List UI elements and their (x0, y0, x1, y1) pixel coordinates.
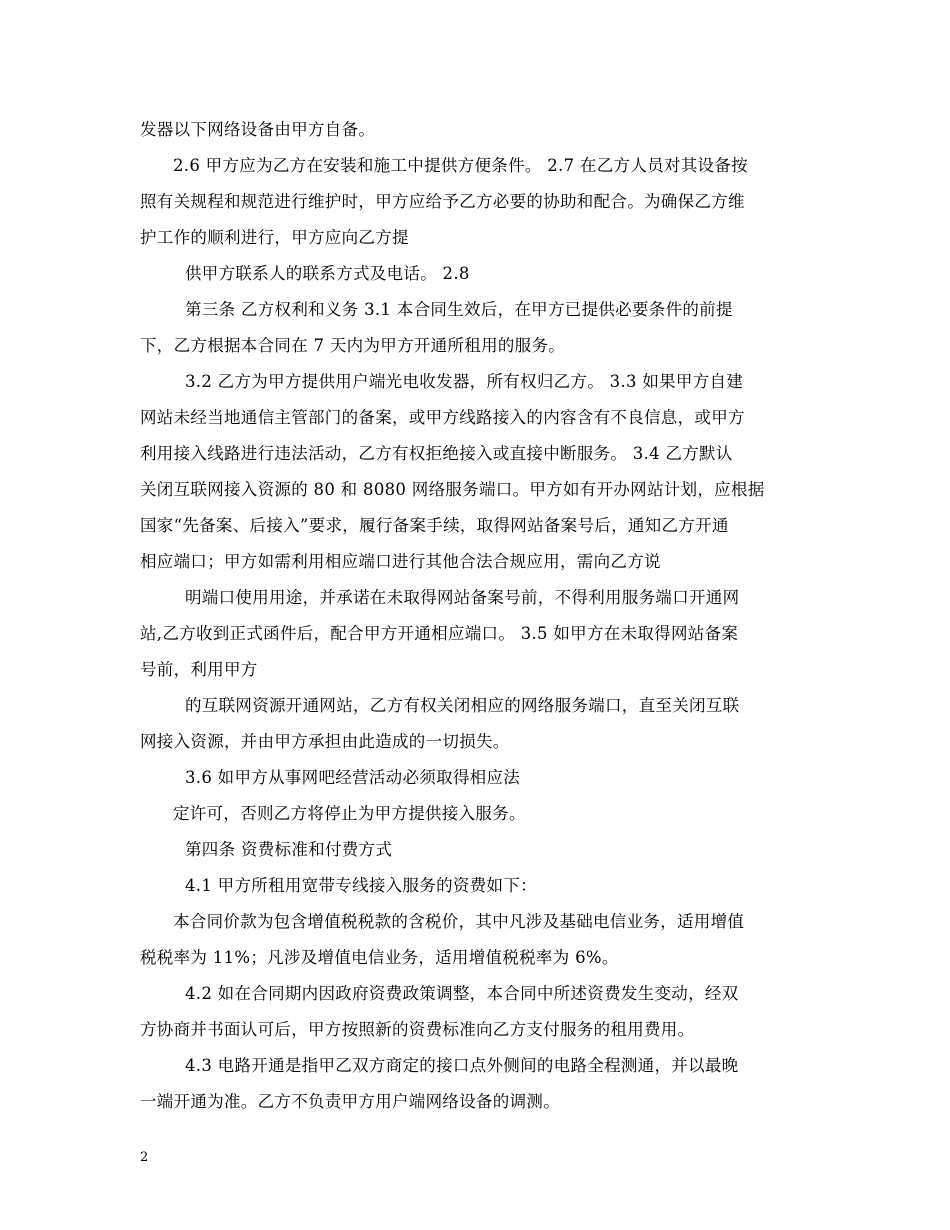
text-line: 本合同价款为包含增值税税款的含税价，其中凡涉及基础电信业务，适用增值 (173, 912, 745, 931)
text-line: 利用接入线路进行违法活动，乙方有权拒绝接入或直接中断服务。 3.4 乙方默认 (140, 444, 733, 463)
text-line: 的互联网资源开通网站，乙方有权关闭相应的网络服务端口，直至关闭互联 (185, 696, 740, 715)
text-line: 国家“先备案、后接入”要求，履行备案手续，取得网站备案号后，通知乙方开通 (140, 516, 729, 535)
text-line: 站,乙方收到正式函件后，配合甲方开通相应端口。 3.5 如甲方在未取得网站备案 (140, 624, 739, 643)
text-line: 定许可，否则乙方将停止为甲方提供接入服务。 (173, 804, 526, 823)
text-line: 照有关规程和规范进行维护时，甲方应给予乙方必要的协助和配合。为确保乙方维 (140, 192, 745, 211)
text-line: 2.6 甲方应为乙方在安装和施工中提供方便条件。 2.7 在乙方人员对其设备按 (173, 156, 748, 175)
text-line: 供甲方联系人的联系方式及电话。 2.8 (185, 264, 470, 283)
text-line: 4.3 电路开通是指甲乙双方商定的接口点外侧间的电路全程测通，并以最晚 (185, 1056, 739, 1075)
section-heading: 第四条 资费标准和付费方式 (185, 840, 393, 859)
text-line: 相应端口；甲方如需利用相应端口进行其他合法合规应用，需向乙方说 (140, 552, 661, 571)
text-line: 税税率为 11%；凡涉及增值电信业务，适用增值税税率为 6%。 (140, 948, 619, 967)
text-line: 第三条 乙方权利和义务 3.1 本合同生效后，在甲方已提供必要条件的前提 (185, 300, 733, 319)
text-line: 发器以下网络设备由甲方自备。 (140, 120, 376, 139)
text-line: 3.6 如甲方从事网吧经营活动必须取得相应法 (185, 768, 521, 787)
text-line: 网站未经当地通信主管部门的备案，或甲方线路接入的内容含有不良信息，或甲方 (140, 408, 745, 427)
text-line: 号前，利用甲方 (140, 660, 258, 679)
page-number: 2 (140, 1150, 149, 1165)
text-line: 一端开通为准。乙方不负责甲方用户端网络设备的调测。 (140, 1092, 560, 1111)
text-line: 护工作的顺利进行，甲方应向乙方提 (140, 228, 409, 247)
text-line: 方协商并书面认可后，甲方按照新的资费标准向乙方支付服务的租用费用。 (140, 1020, 695, 1039)
text-line: 3.2 乙方为甲方提供用户端光电收发器，所有权归乙方。 3.3 如果甲方自建 (185, 372, 744, 391)
text-line: 关闭互联网接入资源的 80 和 8080 网络服务端口。甲方如有开办网站计划，应根据 (140, 480, 765, 499)
text-line: 网接入资源，并由甲方承担由此造成的一切损失。 (140, 732, 510, 751)
text-line: 明端口使用用途，并承诺在未取得网站备案号前，不得利用服务端口开通网 (185, 588, 740, 607)
text-line: 4.2 如在合同期内因政府资费政策调整，本合同中所述资费发生变动，经双 (185, 984, 739, 1003)
text-line: 4.1 甲方所租用宽带专线接入服务的资费如下： (185, 876, 537, 895)
text-line: 下，乙方根据本合同在 7 天内为甲方开通所租用的服务。 (140, 336, 566, 355)
